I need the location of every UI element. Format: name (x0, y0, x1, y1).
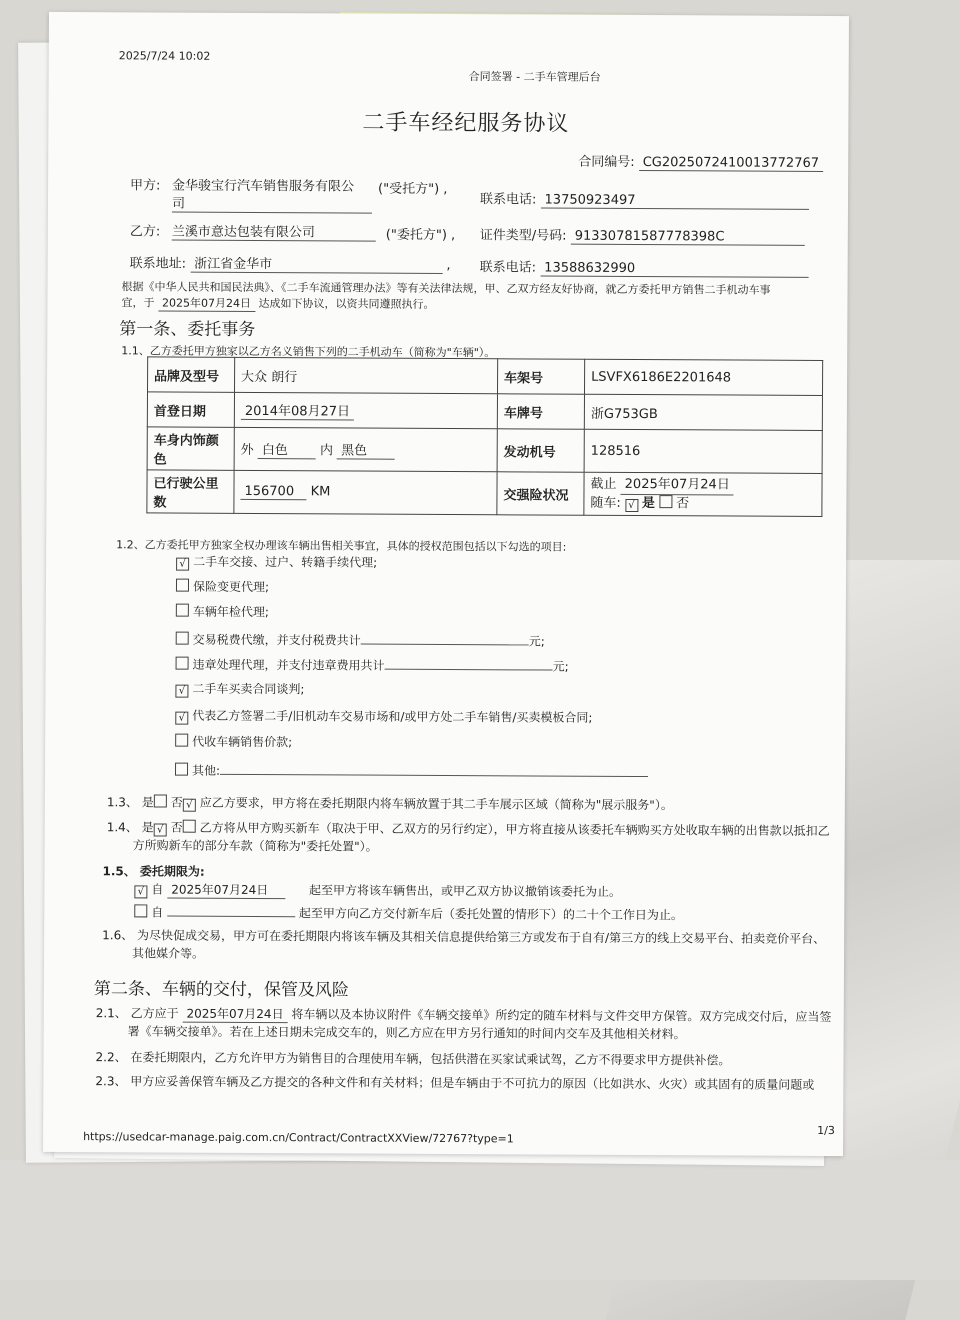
intro-pre: 宜，于 (121, 296, 155, 310)
party-b-name: 兰溪市意达包装有限公司 (172, 221, 376, 242)
insurance-date: 2025年07月24日 (621, 475, 734, 495)
scope-item (175, 733, 292, 751)
mileage-unit: KM (310, 484, 331, 500)
scope-item-label: 违章处理代理，并支付违章费用共计 (192, 657, 385, 673)
scope-item-label: 车辆年检代理; (192, 604, 269, 620)
plate-label: 车牌号 (497, 394, 584, 429)
party-a-name: 金华骏宝行汽车销售服务有限公 (172, 178, 355, 195)
color-label: 车身内饰颜色 (147, 427, 234, 470)
yes-label: 是 (141, 820, 154, 835)
scope-item (175, 707, 592, 727)
insurance-pre: 截止 (590, 476, 617, 492)
mileage-label: 已行驶公里数 (147, 470, 234, 513)
plate-value: 浙G753GB (584, 394, 822, 430)
scope-checkbox[interactable] (175, 734, 188, 747)
term-text: 起至甲方向乙方交付新车后（委托处置的情形下）的二十个工作日为止。 (298, 906, 683, 923)
clause-number: 1.3、 (106, 795, 138, 810)
reg-date-value: 2014年08月27日 (241, 400, 354, 421)
brand-label: 品牌及型号 (148, 357, 235, 392)
scope-checkbox[interactable]: √ (175, 685, 188, 698)
clause-1-2: 1.2、乙方委托甲方独家全权办理该车辆出售相关事宜，具体的授权范围包括以下勾选的项目: (116, 538, 567, 554)
phone-label: 联系电话: (479, 192, 537, 208)
scope-item (175, 680, 304, 699)
article-2-title: 第二条、车辆的交付，保管及风险 (93, 979, 349, 1001)
party-a-phone (480, 188, 809, 210)
contract-number-value: CG2025072410013772767 (639, 155, 823, 172)
term-start-date: 2025年07月24日 (167, 881, 285, 900)
term-text: 起至甲方将该车辆售出，或甲乙双方协议撤销该委托为止。 (309, 883, 622, 899)
scope-checkbox[interactable] (175, 763, 188, 776)
no-checkbox[interactable]: √ (183, 799, 196, 812)
print-site-title: 合同签署 - 二手车管理后台 (468, 70, 601, 84)
page-title: 二手车经纪服务协议 (362, 110, 570, 137)
no-label: 否 (170, 820, 183, 835)
page-number: 1/3 (817, 1123, 835, 1138)
party-a-phone-value: 13750923497 (540, 192, 808, 209)
outer-color: 白色 (258, 439, 316, 459)
term-pre: 自 (151, 882, 164, 897)
yes-checkbox[interactable]: √ (154, 823, 167, 836)
party-b-phone (480, 256, 809, 278)
clause-1-4-cont: 方所购新车的部分车款（简称为"委托处置"）。 (132, 838, 378, 854)
vin-value: LSVFX6186E2201648 (584, 359, 822, 395)
contract-number (578, 151, 823, 172)
currency-unit: 元; (528, 634, 545, 649)
scope-item (176, 653, 569, 675)
clause-text: 乙方将从甲方购买新车（取决于甲、乙双方的另行约定），甲方将直接从该委托车辆购买方处收取车辆的出售款以抵扣乙 (199, 820, 830, 839)
party-b-phone-value: 13588632990 (540, 260, 808, 277)
scope-item-label: 二手车买卖合同谈判; (192, 681, 305, 697)
clause-text: 为尽快促成交易，甲方可在委托期限内将该车辆及其相关信息提供给第三方或发布于自有/第三方的线上交易平台、拍卖竞价平台、 (137, 928, 826, 946)
clause-1-3 (107, 793, 673, 814)
yes-label: 是 (141, 795, 154, 810)
term-start-blank[interactable] (167, 901, 295, 918)
inner-color: 黑色 (337, 439, 395, 459)
term-pre: 自 (151, 905, 164, 920)
intro-line-1: 根据《中华人民共和国民法典》、《二手车流通管理办法》等有关法律法规，甲、乙双方经友好协商，就乙方委托甲方销售二手机动车事 (121, 280, 771, 297)
term-option-1 (134, 880, 621, 901)
tax-amount-blank[interactable] (361, 629, 529, 646)
scope-checkbox[interactable] (176, 604, 189, 617)
contract-number-label: 合同编号: (578, 154, 635, 170)
scope-checkbox[interactable] (176, 579, 189, 592)
clause-text: 应乙方要求，甲方将在委托期限内将车辆放置于其二手车展示区域（简称为"展示服务"）。 (199, 795, 673, 813)
clause-text: 在委托期限内，乙方允许甲方为销售目的合理使用车辆，包括供潜在买家试乘试驾，乙方不得要求甲方提供补偿。 (130, 1050, 731, 1068)
clause-number: 2.2、 (95, 1050, 127, 1065)
insurance-with: 随车: (590, 495, 621, 511)
clause-1-1: 1.1、乙方委托甲方独家以乙方名义销售下列的二手机动车（简称为"车辆"）。 (121, 344, 496, 360)
term-checkbox[interactable]: √ (134, 885, 147, 898)
phone-label: 联系电话: (479, 260, 537, 276)
scope-checkbox[interactable]: √ (175, 712, 188, 725)
clause-2-3 (95, 1072, 814, 1093)
clause-number: 2.3、 (95, 1074, 127, 1089)
scope-item (176, 603, 269, 620)
clause-number: 1.6、 (102, 928, 134, 943)
insurance-label: 交强险状况 (497, 472, 584, 515)
insurance-yes-label: 是 (641, 495, 656, 511)
clause-number: 2.1、 (95, 1006, 127, 1021)
clause-text: 将车辆以及本协议附件《车辆交接单》所约定的随车材料与文件交甲方保管。双方完成交付后，应当签 (291, 1007, 832, 1025)
term-checkbox[interactable] (134, 904, 147, 917)
article-1-title: 第一条、委托事务 (119, 319, 256, 340)
intro-line-2 (121, 294, 434, 313)
insurance-no-checkbox[interactable] (659, 495, 672, 508)
scope-item-label: 交易税费代缴，并支付税费共计 (192, 632, 361, 648)
clause-text: 甲方应妥善保管车辆及乙方提交的各种文件和有关材料；但是车辆由于不可抗力的原因（比如洪水、火灾）或其固有的质量问题或 (130, 1074, 815, 1092)
party-a-label: 甲方: (130, 178, 161, 194)
scope-item (176, 628, 545, 650)
scope-checkbox[interactable] (176, 657, 189, 670)
party-a-name-2: 司 (172, 193, 372, 214)
scope-item-label: 二手车交接、过户、转籍手续代理; (193, 554, 378, 570)
scope-checkbox[interactable]: √ (176, 558, 189, 571)
footer-url: https://usedcar-manage.paig.com.cn/Contract/ContractXXView/72767?type=1 (83, 1130, 514, 1146)
clause-2-2 (95, 1048, 730, 1068)
contract-page (43, 12, 849, 1156)
clause-pre: 乙方应于 (130, 1006, 179, 1021)
vin-label: 车架号 (497, 359, 584, 394)
print-datetime: 2025/7/24 10:02 (118, 49, 211, 63)
clause-1-5 (102, 862, 204, 880)
clause-1-6-cont: 其他媒介等。 (132, 946, 205, 961)
clause-2-1-cont: 署《车辆交接单》。若在上述日期未完成交车的，则乙方应在甲方另行通知的时间内交车及其他相关材料。 (127, 1024, 686, 1042)
inner-label: 内 (319, 443, 334, 459)
insurance-no-label: 否 (676, 495, 690, 511)
no-label: 否 (170, 795, 183, 810)
clause-1-6 (102, 926, 825, 947)
scope-item (176, 578, 269, 595)
scope-item-label: 其他: (191, 763, 221, 778)
vehicle-table (146, 356, 823, 517)
brand-value: 大众 朗行 (235, 357, 498, 393)
intro-post: 达成如下协议，以资共同遵照执行。 (258, 297, 435, 311)
scope-item-label: 代收车辆销售价款; (192, 734, 293, 750)
party-b-role: ("委托方") , (385, 227, 456, 244)
yes-checkbox[interactable] (154, 794, 167, 807)
scope-checkbox[interactable] (176, 632, 189, 645)
party-a-role: ("受托方") , (378, 181, 448, 198)
engine-value: 128516 (584, 429, 822, 473)
address-label: 联系地址: (129, 256, 187, 272)
scope-item-label: 代表乙方签署二手/旧机动车交易市场和/或甲方处二手车销售/买卖模板合同; (192, 708, 593, 725)
id-label: 证件类型/号码: (479, 228, 567, 244)
scope-item (175, 759, 648, 781)
insurance-yes-checkbox[interactable]: √ (625, 498, 638, 511)
outer-label: 外 (240, 442, 254, 458)
clause-title: 委托期限为: (139, 864, 205, 879)
scope-item-label: 保险变更代理; (192, 579, 270, 595)
other-blank[interactable] (220, 759, 648, 777)
violation-amount-blank[interactable] (385, 654, 553, 671)
party-b-label: 乙方: (129, 224, 161, 240)
mileage-value: 156700 (240, 484, 306, 500)
scope-item (176, 553, 377, 572)
no-checkbox[interactable] (183, 820, 196, 833)
reg-date-label: 首登日期 (147, 392, 234, 427)
clause-number: 1.5、 (102, 864, 136, 879)
agreement-date: 2025年07月24日 (158, 294, 255, 312)
party-b-id (480, 224, 805, 246)
term-option-2 (134, 900, 683, 923)
engine-label: 发动机号 (497, 429, 584, 472)
currency-unit: 元; (552, 659, 569, 674)
delivery-date: 2025年07月24日 (182, 1005, 287, 1024)
clause-number: 1.4、 (106, 820, 138, 835)
party-b-address-value: 浙江省金华市 (190, 253, 442, 274)
table-surface (0, 1160, 960, 1280)
party-b-id-value: 91330781587778398C (571, 229, 805, 246)
party-b-address: 联系地址: 浙江省金华市 , (130, 252, 451, 274)
